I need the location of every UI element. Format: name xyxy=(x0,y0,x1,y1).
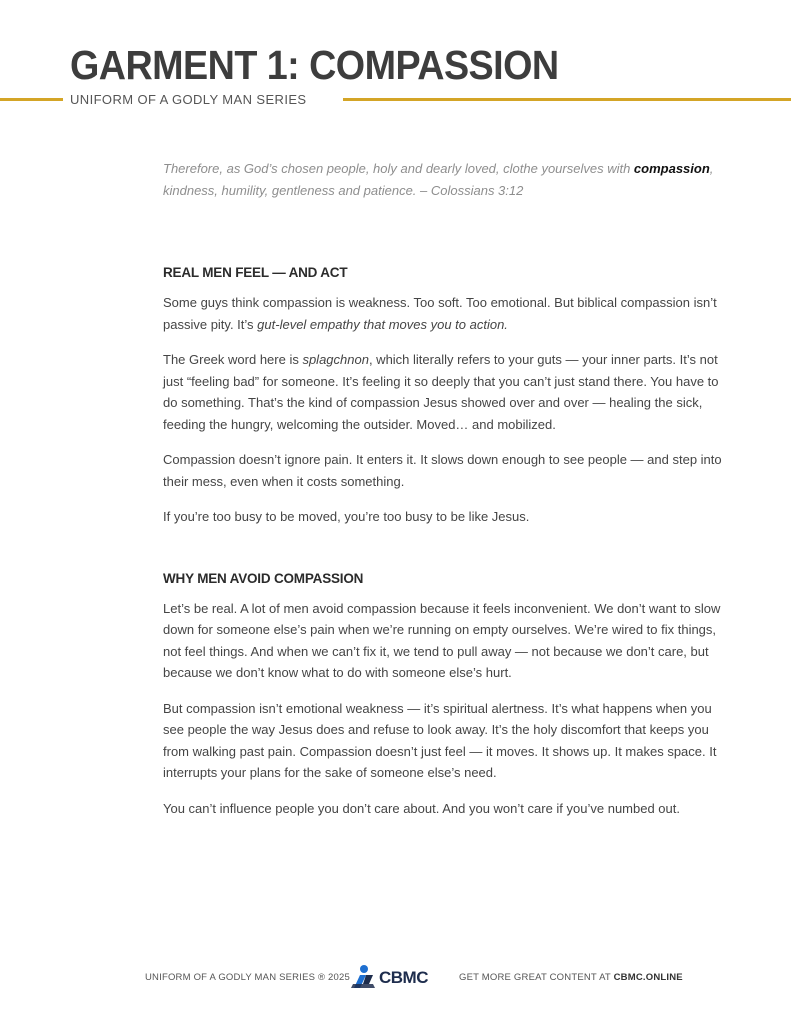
section-heading-real-men: REAL MEN FEEL — AND ACT xyxy=(163,265,348,280)
verse-keyword: compassion xyxy=(633,161,710,176)
page-subtitle: UNIFORM OF A GODLY MAN SERIES xyxy=(70,92,307,107)
paragraph-text: Some guys think compassion is weakness. Too soft. Too emotional. But biblical compassion isn’t passive pity. It’s xyxy=(163,295,717,332)
footer-series-text: UNIFORM OF A GODLY MAN SERIES ® 2025 xyxy=(145,972,350,983)
paragraph-text: , which literally refers to your guts — your inner parts. It’s not just “feeling bad” for someone. It’s feeling it so deeply that you can’t just stand there. You have to do something. That’s the kind of compassion Jesus showed over and over — healing the sick, feeding the hungry, welcoming the outsider. Moved… and mobilized. xyxy=(163,352,719,432)
page-footer xyxy=(0,964,791,994)
paragraph-emphasis: gut-level empathy that moves you to action. xyxy=(257,316,508,332)
verse-text-after: , kindness, humility, gentleness and patience. – Colossians 3:12 xyxy=(163,161,714,198)
footer-link-text xyxy=(459,972,683,983)
scripture-verse xyxy=(163,158,723,202)
verse-text-before: Therefore, as God’s chosen people, holy and dearly loved, clothe yourselves with xyxy=(163,161,634,176)
paragraph: But compassion isn’t emotional weakness — it’s spiritual alertness. It’s what happens when you see people the way Jesus does and refuse to look away. It’s the holy discomfort that keeps you from walking past pain. Compassion doesn’t just feel — it moves. It shows up. It makes space. It interrupts your plans for the sake of someone else’s need. xyxy=(163,700,717,780)
footer-link[interactable]: CBMC.ONLINE xyxy=(613,972,683,983)
paragraph-text: The Greek word here is xyxy=(163,352,303,367)
content-column xyxy=(163,158,723,833)
footer-link-prefix: GET MORE GREAT CONTENT AT xyxy=(459,972,614,983)
paragraph: Let’s be real. A lot of men avoid compassion because it feels inconvenient. We don’t want to slow down for someone else’s pain when we’re running on empty ourselves. We’re wired to fix things, not feel things. And when we can’t fix it, we tend to pull away — not because we don’t care, but because we don’t know what to do with someone else’s hurt. xyxy=(163,600,721,680)
cbmc-logo xyxy=(349,964,441,990)
paragraph: You can’t influence people you don’t care about. And you won’t care if you’ve numbed out. xyxy=(163,800,680,816)
paragraph xyxy=(163,292,723,335)
cbmc-logo-text: CBMC xyxy=(379,968,428,987)
page-title: GARMENT 1: COMPASSION xyxy=(70,42,559,88)
paragraph-emphasis: splagchnon xyxy=(302,352,369,367)
section-heading-why-men-avoid: WHY MEN AVOID COMPASSION xyxy=(163,570,364,586)
paragraph: Compassion doesn’t ignore pain. It enters it. It slows down enough to see people — and step into their mess, even when it costs something. xyxy=(163,452,722,489)
paragraph: If you’re too busy to be moved, you’re too busy to be like Jesus. xyxy=(163,509,530,524)
header-rule-right xyxy=(343,98,791,101)
header-rule-left xyxy=(0,98,63,101)
cbmc-logo-icon xyxy=(349,964,377,990)
paragraph xyxy=(163,349,723,435)
